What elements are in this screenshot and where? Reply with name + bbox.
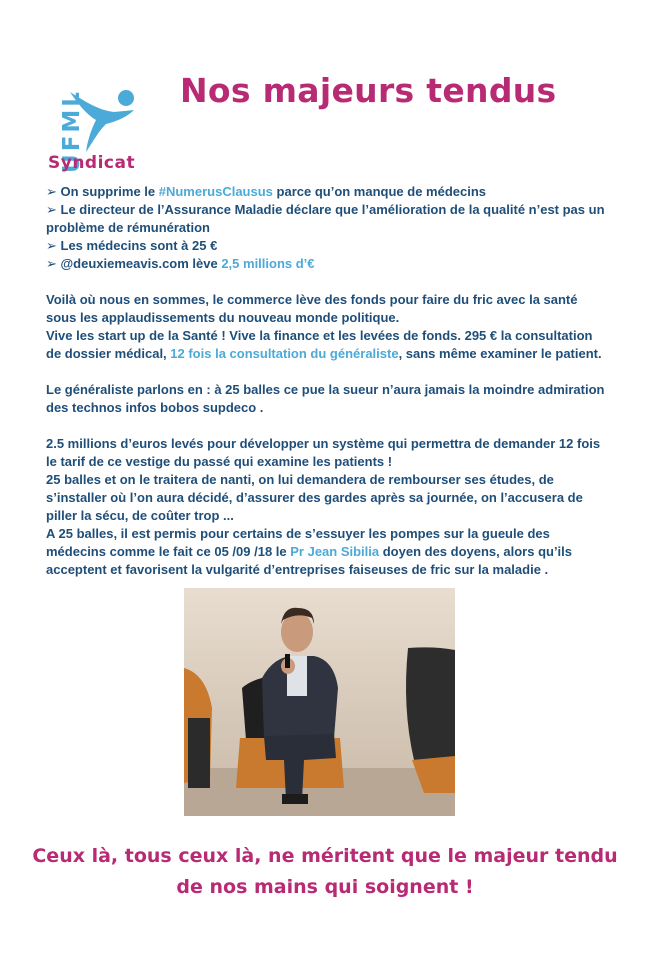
paragraph: Voilà où nous en sommes, le commerce lève des fonds pour faire du fric avec la santé sous les applaudissements du nouveau monde politique.: [46, 292, 578, 325]
page-title: Nos majeurs tendus: [180, 71, 557, 110]
figure-icon: [68, 84, 144, 154]
amount-highlight: 2,5 millions d’€: [221, 256, 315, 271]
comparison-highlight: 12 fois la consultation du généraliste: [170, 346, 399, 361]
article-body: [46, 183, 606, 579]
speaker-photo: [184, 588, 455, 816]
paragraph: 2.5 millions d’euros levés pour développer un système qui permettra de demander 12 fois le tarif de ce vestige du passé qui examine les patients !: [46, 436, 601, 469]
hashtag-link[interactable]: #NumerusClausus: [158, 184, 273, 199]
bullet-item: ➢ Le directeur de l’Assurance Maladie déclare que l’amélioration de la qualité n’est pas un problème de rémunération: [46, 202, 605, 235]
ufml-logo: [44, 80, 144, 175]
logo-syndicat-text: Syndicat: [48, 153, 136, 173]
closing-statement: Ceux là, tous ceux là, ne méritent que le majeur tendu de nos mains qui soignent !: [32, 845, 618, 898]
bullet-item: ➢ On supprime le #NumerusClausus parce qu’on manque de médecins: [46, 184, 487, 199]
paragraph: 25 balles et on le traitera de nanti, on lui demandera de rembourser ses études, de s’installer où l’on aura décidé, d’assurer des gardes après sa journée, on l’accusera de piller la sécu, de coûter trop ...: [46, 472, 583, 523]
paragraph: Vive les start up de la Santé ! Vive la finance et les levées de fonds. 295 € la consultation de dossier médical, 12 fois la consultation du généraliste, sans même examiner le patient.: [46, 328, 602, 361]
person-name-highlight: Pr Jean Sibilia: [290, 544, 380, 559]
paragraph: A 25 balles, il est permis pour certains de s’essuyer les pompes sur la gueule des médecins comme le fait ce 05 /09 /18 le Pr Jean Sibilia doyen des doyens, alors qu’ils acceptent et favorisent la vulgarité d’entreprises faiseuses de fric sur la maladie .: [46, 526, 573, 577]
bullet-item: ➢ @deuxiemeavis.com lève 2,5 millions d’€: [46, 256, 315, 271]
logo-ufml-text: UFML: [58, 89, 85, 173]
paragraph: Le généraliste parlons en : à 25 balles ce pue la sueur n’aura jamais la moindre admiration des technos infos bobos supdeco .: [46, 382, 605, 415]
bullet-item: ➢ Les médecins sont à 25 €: [46, 238, 218, 253]
